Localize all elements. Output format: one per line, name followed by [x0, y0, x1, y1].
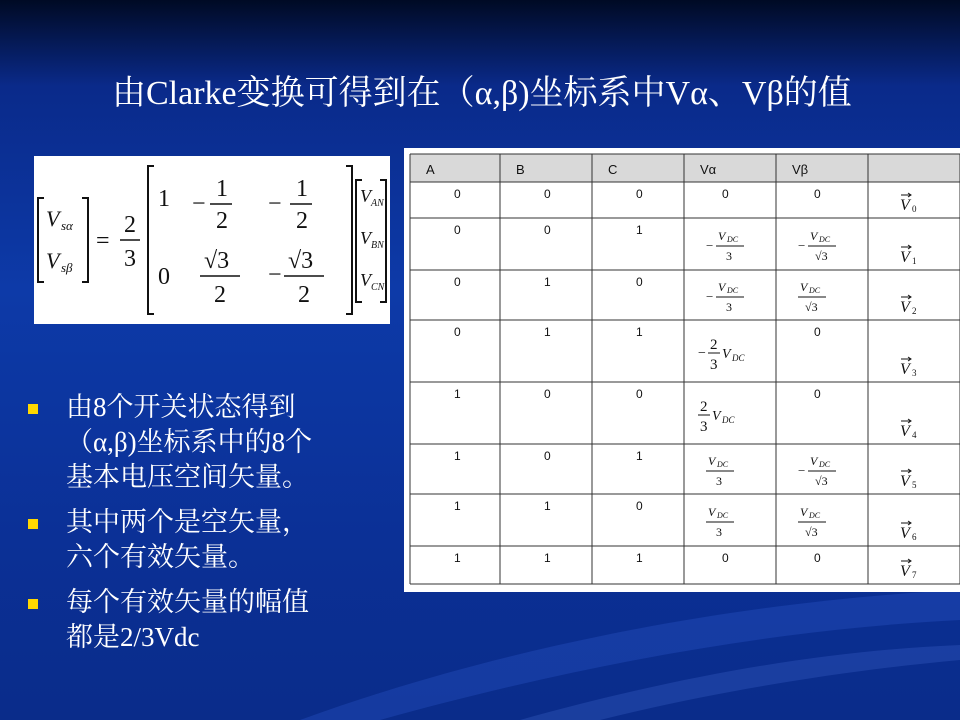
table-cell: 1 — [544, 551, 551, 565]
coef-denominator: 3 — [710, 357, 718, 373]
minus-sign: − — [698, 346, 706, 361]
vector-index: 3 — [912, 368, 917, 378]
table-cell: 0 — [454, 187, 461, 201]
bullet-item — [28, 585, 368, 655]
table-cell: 0 — [814, 387, 821, 401]
lhs-top-v: V — [46, 206, 60, 231]
frac-denominator: 3 — [716, 525, 722, 539]
frac-numerator: V — [718, 280, 726, 294]
table-cell: 0 — [636, 387, 643, 401]
m22-den: 2 — [214, 282, 226, 308]
frac-denominator: √3 — [805, 525, 818, 539]
vector-symbol: V — [900, 361, 910, 378]
v2-sub: BN — [371, 240, 384, 251]
frac-numerator-sub: DC — [819, 460, 831, 469]
bullet-item — [28, 390, 368, 495]
frac-numerator: V — [810, 229, 818, 243]
m13-num: 1 — [296, 176, 308, 202]
table-cell: 1 — [636, 223, 643, 237]
vector-symbol: V — [900, 563, 910, 580]
v3: V — [360, 270, 371, 290]
table-cell: 0 — [636, 275, 643, 289]
lhs-bot-v: V — [46, 248, 60, 273]
vector-symbol: V — [900, 299, 910, 316]
table-header-cell: B — [516, 162, 525, 177]
table-cell: 1 — [636, 551, 643, 565]
table-cell: 0 — [814, 187, 821, 201]
clarke-formula — [34, 156, 390, 324]
m11: 1 — [158, 186, 170, 212]
switching-state-table-image — [404, 148, 960, 592]
frac-numerator-sub: DC — [727, 235, 739, 244]
coef-v-sub: DC — [722, 415, 735, 425]
bullet-line: 基本电压空间矢量。 — [66, 462, 309, 492]
table-cell: 0 — [544, 449, 551, 463]
clarke-formula-image — [34, 156, 390, 324]
bullet-line: 六个有效矢量。 — [66, 542, 255, 572]
table-cell: 1 — [544, 499, 551, 513]
table-cell: 1 — [454, 499, 461, 513]
m13-den: 2 — [296, 208, 308, 234]
bullet-line: （α,β)坐标系中的8个 — [66, 427, 313, 457]
coef-v: V — [712, 409, 721, 424]
table-cell: 1 — [544, 325, 551, 339]
m23-sign: − — [268, 262, 282, 288]
vector-index: 1 — [912, 256, 917, 266]
frac-denominator: √3 — [805, 300, 818, 314]
m22-num: √3 — [204, 248, 230, 274]
bullet-mark — [28, 404, 38, 414]
bullet-line: 每个有效矢量的幅值 — [66, 587, 309, 617]
frac-numerator-sub: DC — [809, 511, 821, 520]
table-cell: 1 — [636, 449, 643, 463]
coef-numerator: 2 — [710, 337, 718, 353]
v1: V — [360, 186, 371, 206]
coef-v: V — [722, 347, 731, 362]
table-cell: 0 — [636, 499, 643, 513]
vector-index: 7 — [912, 570, 917, 580]
frac-numerator: V — [800, 505, 808, 519]
table-cell: 0 — [814, 325, 821, 339]
minus-sign: − — [798, 463, 806, 478]
bullet-line: 其中两个是空矢量， — [66, 507, 309, 537]
slide-title: 由Clarke变换可得到在（α,β)坐标系中Vα、Vβ的值 — [112, 75, 852, 112]
table-cell: 0 — [544, 387, 551, 401]
bullet-line: 都是2/3Vdc — [66, 622, 200, 652]
table-header-bg — [410, 154, 960, 182]
bullet-mark — [28, 599, 38, 609]
table-cell: 0 — [454, 223, 461, 237]
table-header-cell: Vβ — [792, 162, 809, 177]
v3-sub: CN — [371, 282, 385, 293]
table-cell: 0 — [454, 325, 461, 339]
frac-numerator: V — [708, 505, 716, 519]
lhs-bot-sub: sβ — [61, 260, 73, 275]
vector-index: 6 — [912, 532, 917, 542]
m12-den: 2 — [216, 208, 228, 234]
table-header-cell: C — [608, 162, 618, 177]
vector-symbol: V — [900, 197, 910, 214]
frac-denominator: √3 — [815, 474, 828, 488]
table-cell: 0 — [722, 187, 729, 201]
frac-denominator: 3 — [726, 300, 732, 314]
frac-denominator: 3 — [716, 474, 722, 488]
frac-numerator: V — [708, 454, 716, 468]
minus-sign: − — [706, 238, 714, 253]
switching-state-table — [404, 148, 960, 592]
table-cell: 0 — [544, 187, 551, 201]
v1-sub: AN — [371, 198, 384, 209]
frac-numerator-sub: DC — [819, 235, 831, 244]
minus-sign: − — [706, 289, 714, 304]
m23-num: √3 — [288, 248, 314, 274]
frac-numerator-sub: DC — [717, 460, 729, 469]
frac-numerator: V — [800, 280, 808, 294]
frac-numerator: V — [718, 229, 726, 243]
frac-numerator-sub: DC — [717, 511, 729, 520]
vector-index: 0 — [912, 204, 917, 214]
table-header-cell: Vα — [700, 162, 717, 177]
frac-numerator-sub: DC — [809, 286, 821, 295]
coef-numerator: 2 — [700, 399, 708, 415]
bullet-list — [28, 390, 368, 665]
lhs-top-sub: sα — [61, 218, 73, 233]
vector-symbol: V — [900, 525, 910, 542]
table-cell: 0 — [814, 551, 821, 565]
table-cell: 1 — [454, 551, 461, 565]
vector-symbol: V — [900, 473, 910, 490]
equals-sign: = — [96, 228, 110, 254]
v2: V — [360, 228, 371, 248]
bullet-mark — [28, 519, 38, 529]
m21: 0 — [158, 264, 170, 290]
table-cell: 1 — [636, 325, 643, 339]
bullet-item — [28, 505, 368, 575]
coef-v-sub: DC — [732, 353, 745, 363]
frac-denominator: √3 — [815, 249, 828, 263]
table-cell: 1 — [454, 387, 461, 401]
vector-symbol: V — [900, 423, 910, 440]
vector-index: 2 — [912, 306, 917, 316]
table-header-cell: A — [426, 162, 435, 177]
coef-den: 3 — [124, 246, 136, 272]
vector-symbol: V — [900, 249, 910, 266]
frac-numerator: V — [810, 454, 818, 468]
minus-sign: − — [798, 238, 806, 253]
frac-numerator-sub: DC — [727, 286, 739, 295]
m12-sign: − — [192, 191, 206, 217]
coef-denominator: 3 — [700, 419, 708, 435]
m13-sign: − — [268, 191, 282, 217]
table-cell: 0 — [454, 275, 461, 289]
bullet-line: 由8个开关状态得到 — [66, 392, 296, 422]
coef-num: 2 — [124, 212, 136, 238]
table-cell: 0 — [636, 187, 643, 201]
frac-denominator: 3 — [726, 249, 732, 263]
table-cell: 0 — [722, 551, 729, 565]
m23-den: 2 — [298, 282, 310, 308]
vector-index: 5 — [912, 480, 917, 490]
table-cell: 1 — [544, 275, 551, 289]
m12-num: 1 — [216, 176, 228, 202]
table-cell: 1 — [454, 449, 461, 463]
table-cell: 0 — [544, 223, 551, 237]
vector-index: 4 — [912, 430, 917, 440]
